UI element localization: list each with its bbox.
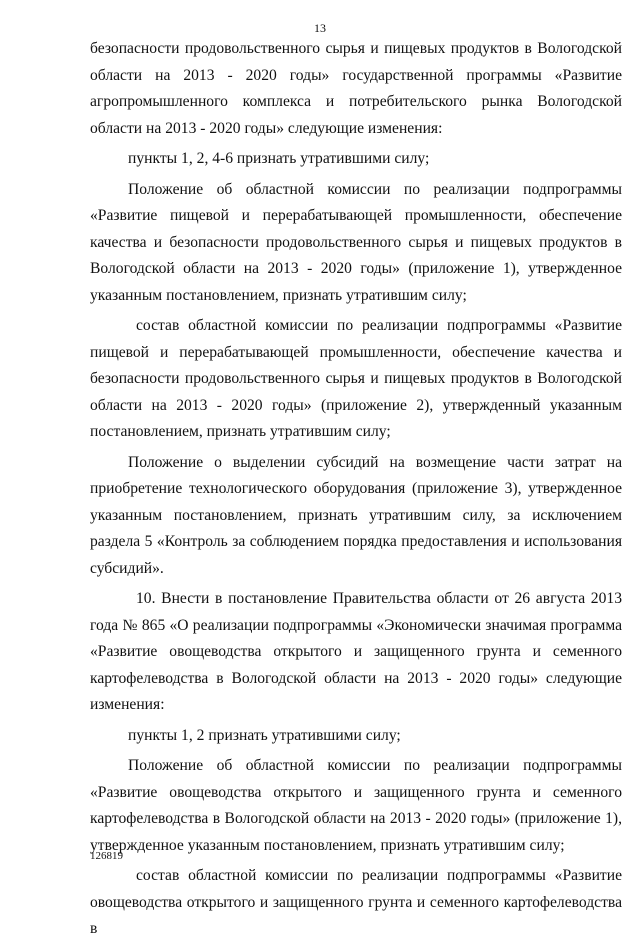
paragraph-subsidies-regulation: Положение о выделении субсидий на возмещение части затрат на приобретение технологического оборудования (приложение 3), утвержденное указанным постановлением, признать утратившим силу, за исключением раздела 5 «Контроль за соблюдением порядка предоставления и использования субсидий». [90, 453, 622, 577]
page-number: 13 [314, 21, 326, 35]
paragraph-vegetable-commission-regulation: Положение об областной комиссии по реализации подпрограммы «Развитие овощеводства открытого и защищенного грунта и семенного картофелеводства в Вологодской области на 2013 - 2020 годы» (приложение 1), утвержденное указанным постановлением, признать утратившим силу; [90, 757, 622, 854]
paragraph-vegetable-commission-composition: состав областной комиссии по реализации подпрограммы «Развитие овощеводства открытого и защищенного грунта и семенного картофелеводства в [90, 867, 622, 937]
paragraph-commission-composition: состав областной комиссии по реализации подпрограммы «Развитие пищевой и перерабатывающей промышленности, обеспечение качества и безопасности продовольственного сырья и пищевых продуктов в Вологодской области на 2013 - 2020 годы» (приложение 2), утвержденный указанным постановлением, признать утратившим силу; [90, 317, 622, 440]
paragraph-points-1-2-invalid: пункты 1, 2 признать утратившими силу; [128, 726, 401, 744]
paragraph-points-invalid: пункты 1, 2, 4-6 признать утратившими силу; [128, 150, 430, 167]
paragraph-commission-regulation: Положение об областной комиссии по реализации подпрограммы «Развитие пищевой и перерабатывающей промышленности, обеспечение качества и безопасности продовольственного сырья и пищевых продуктов в Вологодской области на 2013 - 2020 годы» (приложение 1), утвержденное указанным постановлением, признать утратившим силу; [90, 180, 622, 304]
paragraph-item-10: 10. Внести в постановление Правительства области от 26 августа 2013 года № 865 «О реализации подпрограммы «Экономически значимая программа «Развитие овощеводства открытого и защищенного грунта и семенного картофелеводства в Вологодской области на 2013 - 2020 годы» следующие изменения: [90, 590, 622, 713]
document-code: 126819 [90, 850, 123, 862]
document-body [90, 36, 622, 947]
paragraph-continuation: безопасности продовольственного сырья и пищевых продуктов в Вологодской области на 2013 - 2020 годы» государственной программы «Развитие агропромышленного комплекса и потребительского рынка Вологодской области на 2013 - 2020 годы» следующие изменения: [90, 40, 622, 137]
